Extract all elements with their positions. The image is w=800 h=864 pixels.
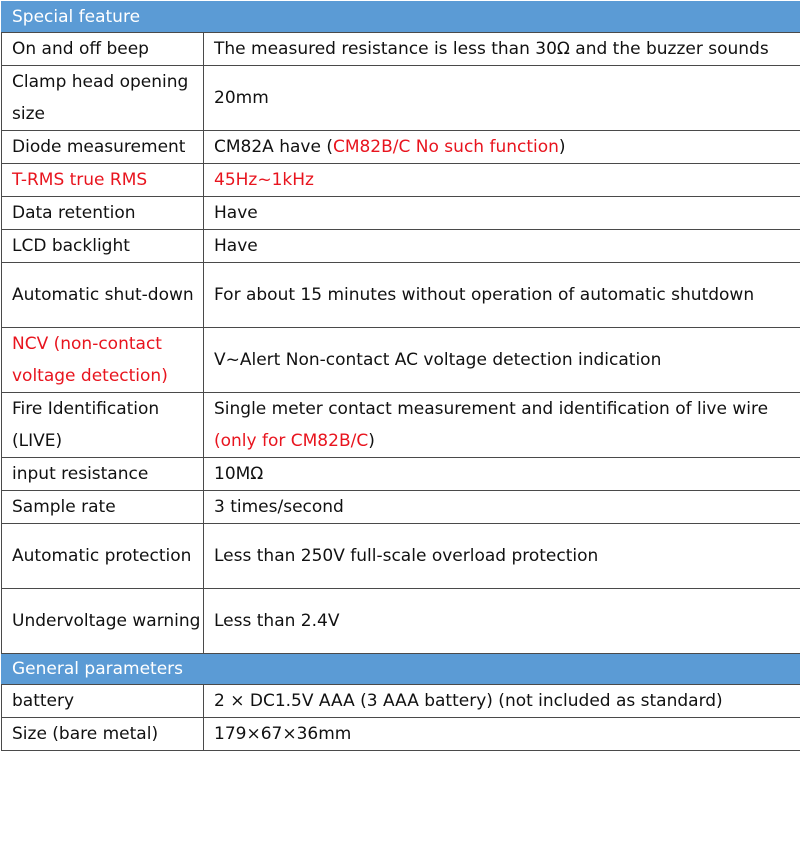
row-label: NCV (non-contact voltage detection) <box>2 328 204 393</box>
row-value: 3 times/second <box>204 491 800 524</box>
table-row <box>2 685 800 718</box>
table-row <box>2 491 800 524</box>
row-label: input resistance <box>2 458 204 491</box>
table-row <box>2 33 800 66</box>
row-value: The measured resistance is less than 30Ω and the buzzer sounds <box>204 33 800 66</box>
spec-table <box>1 1 800 751</box>
row-label: LCD backlight <box>2 230 204 263</box>
row-value: 10MΩ <box>204 458 800 491</box>
table-row <box>2 263 800 328</box>
row-label: Automatic shut-down <box>2 263 204 328</box>
table-row <box>2 66 800 131</box>
row-label: Automatic protection <box>2 524 204 589</box>
table-row <box>2 458 800 491</box>
row-value: 45Hz~1kHz <box>204 164 800 197</box>
row-value <box>204 131 800 164</box>
section-title: Special feature <box>2 2 800 33</box>
row-label: Clamp head opening size <box>2 66 204 131</box>
value-text: Single meter contact measurement and identification of live wire <box>214 399 769 419</box>
table-row <box>2 131 800 164</box>
table-row <box>2 589 800 654</box>
row-value <box>204 393 800 458</box>
table-row <box>2 164 800 197</box>
row-value: 20mm <box>204 66 800 131</box>
row-label: On and off beep <box>2 33 204 66</box>
table-row <box>2 718 800 751</box>
table-row <box>2 393 800 458</box>
value-note-red: (only for CM82B/C <box>214 431 369 451</box>
row-label: Data retention <box>2 197 204 230</box>
row-value: Less than 250V full-scale overload protection <box>204 524 800 589</box>
row-label: Fire Identification (LIVE) <box>2 393 204 458</box>
row-value: For about 15 minutes without operation of automatic shutdown <box>204 263 800 328</box>
table-row <box>2 524 800 589</box>
value-text: ) <box>558 137 566 157</box>
row-value: 2 × DC1.5V AAA (3 AAA battery) (not included as standard) <box>204 685 800 718</box>
value-text: CM82A have ( <box>214 137 333 157</box>
row-value: V~Alert Non-contact AC voltage detection indication <box>204 328 800 393</box>
row-label: battery <box>2 685 204 718</box>
table-row <box>2 230 800 263</box>
row-value: Less than 2.4V <box>204 589 800 654</box>
section-title: General parameters <box>2 654 800 685</box>
table-row <box>2 197 800 230</box>
row-value: Have <box>204 230 800 263</box>
row-value: Have <box>204 197 800 230</box>
row-value: 179×67×36mm <box>204 718 800 751</box>
row-label: Sample rate <box>2 491 204 524</box>
row-label: Undervoltage warning <box>2 589 204 654</box>
section-header-special-feature <box>2 2 800 33</box>
value-text: ) <box>368 431 375 451</box>
table-row <box>2 328 800 393</box>
row-label: T-RMS true RMS <box>2 164 204 197</box>
row-label: Diode measurement <box>2 131 204 164</box>
row-label: Size (bare metal) <box>2 718 204 751</box>
section-header-general-parameters <box>2 654 800 685</box>
value-note-red: CM82B/C No such function <box>332 137 559 157</box>
